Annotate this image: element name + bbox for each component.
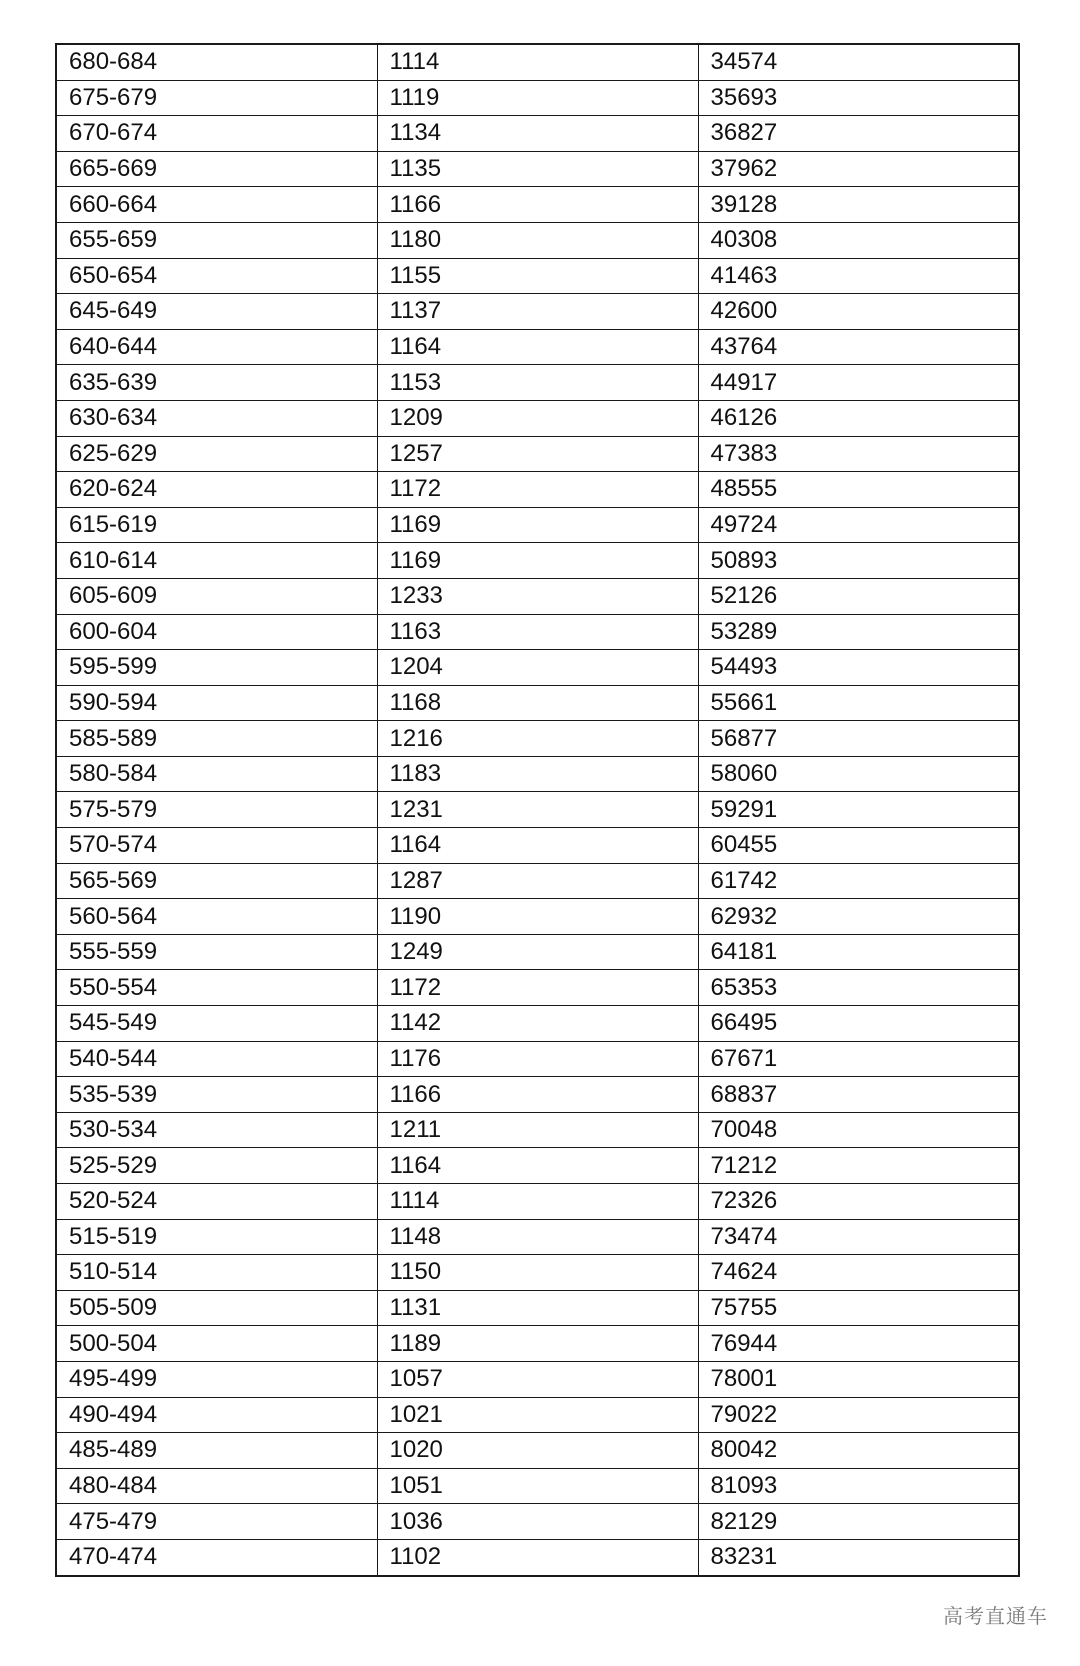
score-range-cell: 500-504 <box>56 1326 377 1362</box>
cumulative-cell: 56877 <box>698 721 1019 757</box>
count-cell: 1135 <box>377 151 698 187</box>
score-range-cell: 495-499 <box>56 1361 377 1397</box>
cumulative-cell: 71212 <box>698 1148 1019 1184</box>
score-range-cell: 580-584 <box>56 756 377 792</box>
score-range-cell: 535-539 <box>56 1077 377 1113</box>
score-range-cell: 670-674 <box>56 116 377 152</box>
table-row <box>56 721 1019 757</box>
cumulative-cell: 47383 <box>698 436 1019 472</box>
count-cell: 1057 <box>377 1361 698 1397</box>
cumulative-cell: 76944 <box>698 1326 1019 1362</box>
count-cell: 1148 <box>377 1219 698 1255</box>
count-cell: 1209 <box>377 400 698 436</box>
score-range-cell: 590-594 <box>56 685 377 721</box>
cumulative-cell: 67671 <box>698 1041 1019 1077</box>
table-row <box>56 187 1019 223</box>
score-range-cell: 540-544 <box>56 1041 377 1077</box>
cumulative-cell: 54493 <box>698 650 1019 686</box>
table-row <box>56 1361 1019 1397</box>
count-cell: 1150 <box>377 1255 698 1291</box>
score-range-cell: 585-589 <box>56 721 377 757</box>
table-row <box>56 1184 1019 1220</box>
cumulative-cell: 42600 <box>698 294 1019 330</box>
score-range-cell: 550-554 <box>56 970 377 1006</box>
cumulative-cell: 35693 <box>698 80 1019 116</box>
table-row <box>56 899 1019 935</box>
score-range-cell: 595-599 <box>56 650 377 686</box>
score-range-cell: 675-679 <box>56 80 377 116</box>
count-cell: 1169 <box>377 543 698 579</box>
table-row <box>56 1326 1019 1362</box>
score-range-cell: 490-494 <box>56 1397 377 1433</box>
cumulative-cell: 65353 <box>698 970 1019 1006</box>
score-range-cell: 530-534 <box>56 1112 377 1148</box>
table-row <box>56 258 1019 294</box>
cumulative-cell: 58060 <box>698 756 1019 792</box>
count-cell: 1114 <box>377 1184 698 1220</box>
table-row <box>56 1539 1019 1575</box>
cumulative-cell: 40308 <box>698 222 1019 258</box>
cumulative-cell: 81093 <box>698 1468 1019 1504</box>
cumulative-cell: 75755 <box>698 1290 1019 1326</box>
table-row <box>56 365 1019 401</box>
cumulative-cell: 41463 <box>698 258 1019 294</box>
table-row <box>56 1077 1019 1113</box>
score-range-cell: 485-489 <box>56 1433 377 1469</box>
score-distribution-table <box>55 43 1020 1577</box>
score-range-cell: 630-634 <box>56 400 377 436</box>
count-cell: 1168 <box>377 685 698 721</box>
count-cell: 1142 <box>377 1006 698 1042</box>
cumulative-cell: 73474 <box>698 1219 1019 1255</box>
table-row <box>56 650 1019 686</box>
table-row <box>56 472 1019 508</box>
count-cell: 1172 <box>377 472 698 508</box>
table-row <box>56 970 1019 1006</box>
cumulative-cell: 50893 <box>698 543 1019 579</box>
count-cell: 1164 <box>377 828 698 864</box>
cumulative-cell: 61742 <box>698 863 1019 899</box>
table-row <box>56 828 1019 864</box>
cumulative-cell: 82129 <box>698 1504 1019 1540</box>
watermark: 高考直通车 <box>943 1604 1048 1628</box>
cumulative-cell: 55661 <box>698 685 1019 721</box>
cumulative-cell: 60455 <box>698 828 1019 864</box>
score-range-cell: 515-519 <box>56 1219 377 1255</box>
score-range-cell: 565-569 <box>56 863 377 899</box>
cumulative-cell: 79022 <box>698 1397 1019 1433</box>
score-range-cell: 505-509 <box>56 1290 377 1326</box>
table-row <box>56 543 1019 579</box>
count-cell: 1249 <box>377 934 698 970</box>
cumulative-cell: 78001 <box>698 1361 1019 1397</box>
table-body <box>56 44 1019 1576</box>
count-cell: 1204 <box>377 650 698 686</box>
count-cell: 1172 <box>377 970 698 1006</box>
score-range-cell: 570-574 <box>56 828 377 864</box>
cumulative-cell: 46126 <box>698 400 1019 436</box>
table-row <box>56 80 1019 116</box>
table-row <box>56 614 1019 650</box>
cumulative-cell: 49724 <box>698 507 1019 543</box>
count-cell: 1166 <box>377 187 698 223</box>
score-range-cell: 640-644 <box>56 329 377 365</box>
score-range-cell: 555-559 <box>56 934 377 970</box>
score-range-cell: 635-639 <box>56 365 377 401</box>
count-cell: 1155 <box>377 258 698 294</box>
score-range-cell: 625-629 <box>56 436 377 472</box>
cumulative-cell: 68837 <box>698 1077 1019 1113</box>
score-range-cell: 510-514 <box>56 1255 377 1291</box>
table-row <box>56 1397 1019 1433</box>
cumulative-cell: 83231 <box>698 1539 1019 1575</box>
table-row <box>56 1006 1019 1042</box>
table-row <box>56 116 1019 152</box>
table-row <box>56 756 1019 792</box>
table-row <box>56 863 1019 899</box>
count-cell: 1021 <box>377 1397 698 1433</box>
table-row <box>56 578 1019 614</box>
score-range-cell: 600-604 <box>56 614 377 650</box>
score-range-cell: 470-474 <box>56 1539 377 1575</box>
cumulative-cell: 34574 <box>698 44 1019 80</box>
score-range-cell: 660-664 <box>56 187 377 223</box>
table-row <box>56 400 1019 436</box>
score-range-cell: 610-614 <box>56 543 377 579</box>
score-range-cell: 545-549 <box>56 1006 377 1042</box>
table-row <box>56 1219 1019 1255</box>
count-cell: 1119 <box>377 80 698 116</box>
count-cell: 1169 <box>377 507 698 543</box>
count-cell: 1211 <box>377 1112 698 1148</box>
table-row <box>56 294 1019 330</box>
cumulative-cell: 43764 <box>698 329 1019 365</box>
score-range-cell: 575-579 <box>56 792 377 828</box>
table-row <box>56 1112 1019 1148</box>
count-cell: 1190 <box>377 899 698 935</box>
count-cell: 1233 <box>377 578 698 614</box>
count-cell: 1166 <box>377 1077 698 1113</box>
count-cell: 1153 <box>377 365 698 401</box>
table-row <box>56 151 1019 187</box>
count-cell: 1114 <box>377 44 698 80</box>
table-row <box>56 1255 1019 1291</box>
cumulative-cell: 36827 <box>698 116 1019 152</box>
count-cell: 1051 <box>377 1468 698 1504</box>
cumulative-cell: 44917 <box>698 365 1019 401</box>
count-cell: 1164 <box>377 1148 698 1184</box>
count-cell: 1134 <box>377 116 698 152</box>
count-cell: 1257 <box>377 436 698 472</box>
score-range-cell: 605-609 <box>56 578 377 614</box>
cumulative-cell: 80042 <box>698 1433 1019 1469</box>
count-cell: 1020 <box>377 1433 698 1469</box>
count-cell: 1231 <box>377 792 698 828</box>
score-range-cell: 645-649 <box>56 294 377 330</box>
table-row <box>56 436 1019 472</box>
score-range-cell: 520-524 <box>56 1184 377 1220</box>
table-row <box>56 685 1019 721</box>
count-cell: 1183 <box>377 756 698 792</box>
table-row <box>56 1148 1019 1184</box>
table-row <box>56 1504 1019 1540</box>
count-cell: 1189 <box>377 1326 698 1362</box>
count-cell: 1163 <box>377 614 698 650</box>
score-range-cell: 480-484 <box>56 1468 377 1504</box>
cumulative-cell: 74624 <box>698 1255 1019 1291</box>
score-range-cell: 665-669 <box>56 151 377 187</box>
score-range-cell: 650-654 <box>56 258 377 294</box>
cumulative-cell: 37962 <box>698 151 1019 187</box>
score-range-cell: 620-624 <box>56 472 377 508</box>
cumulative-cell: 62932 <box>698 899 1019 935</box>
count-cell: 1036 <box>377 1504 698 1540</box>
table-row <box>56 44 1019 80</box>
score-range-cell: 525-529 <box>56 1148 377 1184</box>
table-row <box>56 934 1019 970</box>
table-row <box>56 329 1019 365</box>
table-row <box>56 1433 1019 1469</box>
count-cell: 1102 <box>377 1539 698 1575</box>
score-range-cell: 475-479 <box>56 1504 377 1540</box>
table-row <box>56 792 1019 828</box>
table-row <box>56 1290 1019 1326</box>
count-cell: 1176 <box>377 1041 698 1077</box>
count-cell: 1180 <box>377 222 698 258</box>
score-range-cell: 680-684 <box>56 44 377 80</box>
cumulative-cell: 64181 <box>698 934 1019 970</box>
table-row <box>56 222 1019 258</box>
count-cell: 1216 <box>377 721 698 757</box>
count-cell: 1131 <box>377 1290 698 1326</box>
cumulative-cell: 59291 <box>698 792 1019 828</box>
table-row <box>56 1468 1019 1504</box>
table-row <box>56 507 1019 543</box>
score-range-cell: 615-619 <box>56 507 377 543</box>
count-cell: 1164 <box>377 329 698 365</box>
cumulative-cell: 72326 <box>698 1184 1019 1220</box>
cumulative-cell: 48555 <box>698 472 1019 508</box>
count-cell: 1287 <box>377 863 698 899</box>
cumulative-cell: 52126 <box>698 578 1019 614</box>
score-range-cell: 560-564 <box>56 899 377 935</box>
score-range-cell: 655-659 <box>56 222 377 258</box>
cumulative-cell: 53289 <box>698 614 1019 650</box>
cumulative-cell: 39128 <box>698 187 1019 223</box>
count-cell: 1137 <box>377 294 698 330</box>
cumulative-cell: 66495 <box>698 1006 1019 1042</box>
table-row <box>56 1041 1019 1077</box>
cumulative-cell: 70048 <box>698 1112 1019 1148</box>
